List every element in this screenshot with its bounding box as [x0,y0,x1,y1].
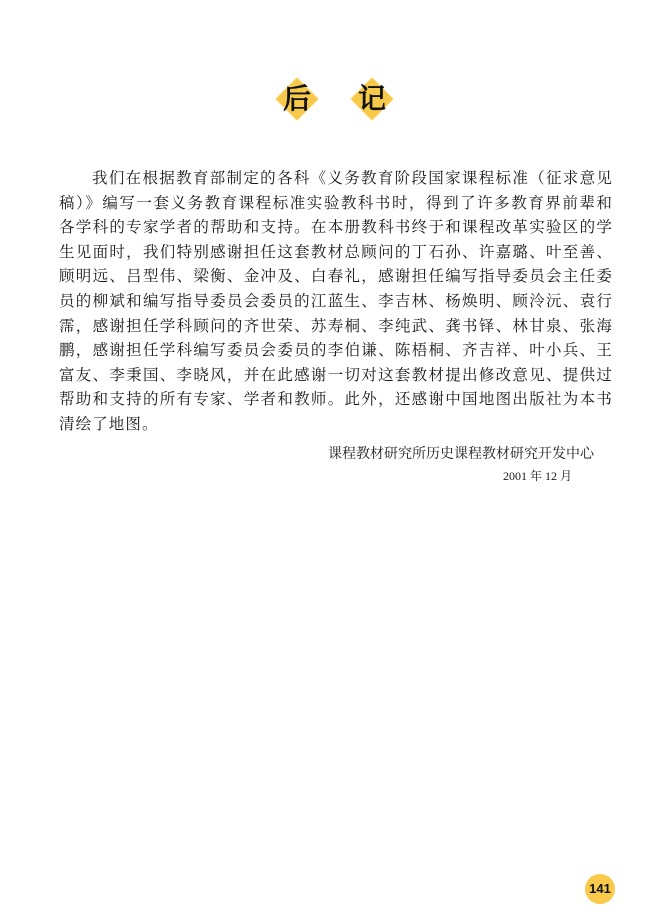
title-glyph: 后 [282,82,311,115]
title-char-ji [350,77,394,121]
title-glyph: 记 [357,82,386,115]
page-number-badge: 141 [585,874,615,904]
acknowledgement-paragraph: 我们在根据教育部制定的各科《义务教育阶段国家课程标准（征求意见稿）》编写一套义务教育课程标准实验教科书时，得到了许多教育界前辈和各学科的专家学者的帮助和支持。在本册教科书终于和课程改革实验区的学生见面时，我们特别感谢担任这套教材总顾问的丁石孙、许嘉璐、叶至善、顾明远、吕型伟、梁衡、金冲及、白春礼，感谢担任编写指导委员会主任委员的柳斌和编写指导委员会委员的江蓝生、李吉林、杨焕明、顾泠沅、袁行霈，感谢担任学科顾问的齐世荣、苏寿桐、李纯武、龚书铎、林甘泉、张海鹏，感谢担任学科编写委员会委员的李伯谦、陈梧桐、齐吉祥、叶小兵、王富友、李秉国、李晓风，并在此感谢一切对这套教材提出修改意见、提供过帮助和支持的所有专家、学者和教师。此外，还感谢中国地图出版社为本书清绘了地图。 [59,169,613,433]
signature-date: 2001 年 12 月 [502,469,572,483]
signature-organization: 课程教材研究所历史课程教材研究开发中心 [328,447,594,462]
title-char-hou [275,77,319,121]
page-title [0,77,650,121]
